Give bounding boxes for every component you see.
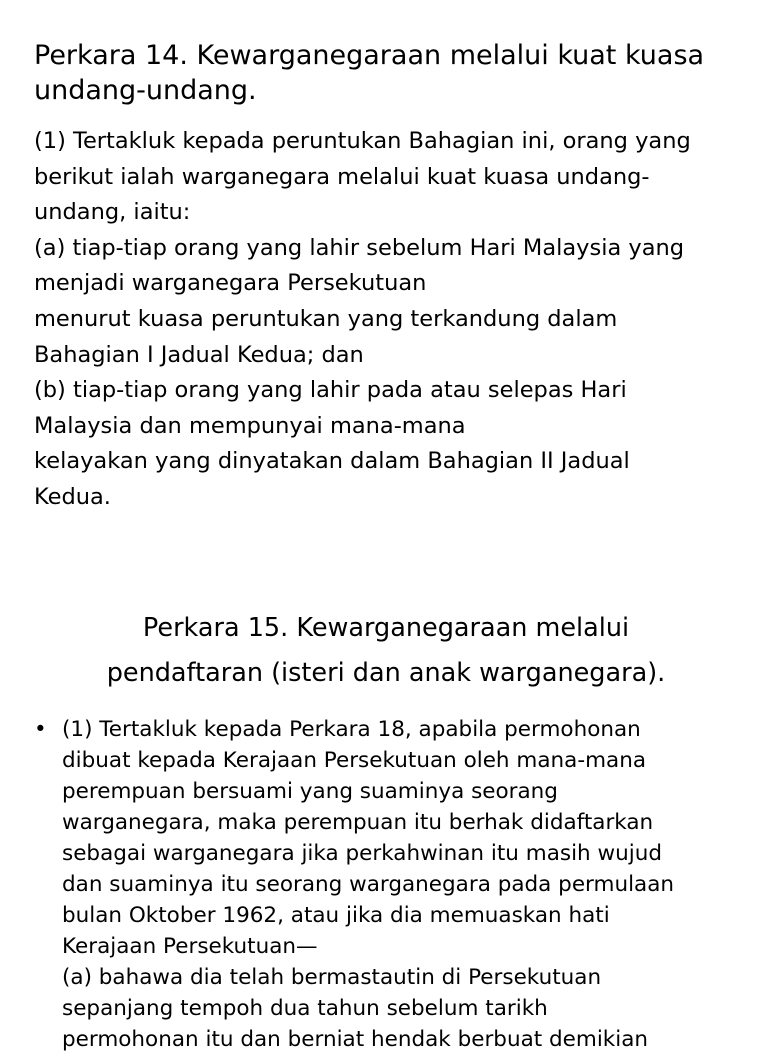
body-line: Malaysia dan mempunyai mana-mana (34, 412, 466, 439)
bullet-line: warganegara, maka perempuan itu berhak didaftarkan (62, 810, 654, 835)
bullet-line: dan suaminya itu seorang warganegara pada permulaan (62, 872, 675, 897)
body-line: (a) tiap-tiap orang yang lahir sebelum Hari Malaysia yang (34, 234, 685, 261)
body-line: (1) Tertakluk kepada peruntukan Bahagian ini, orang yang (34, 128, 691, 154)
body-line: berikut ialah warganegara melalui kuat kuasa undang- (34, 163, 650, 190)
body-line: Kedua. (34, 483, 111, 510)
title-line: pendaftaran (isteri dan anak warganegara). (106, 658, 666, 688)
title-line: undang-undang. (34, 75, 257, 106)
title-line: Perkara 15. Kewarganegaraan melalui (142, 613, 630, 643)
bullet-line: Kerajaan Persekutuan— (62, 934, 318, 959)
bullet-line: (1) Tertakluk kepada Perkara 18, apabila permohonan (62, 717, 641, 742)
slide-body (34, 124, 738, 516)
body-line: menurut kuasa peruntukan yang terkandung dalam (34, 305, 618, 332)
bullet-line: (a) bahawa dia telah bermastautin di Persekutuan (62, 965, 602, 990)
body-line: (b) tiap-tiap orang yang lahir pada atau selepas Hari (34, 377, 627, 404)
body-line: Bahagian I Jadual Kedua; dan (34, 341, 364, 368)
bullet-line: sebagai warganegara jika perkahwinan itu masih wujud (62, 841, 662, 866)
bullet-item (34, 714, 738, 1055)
slide-title (34, 38, 738, 108)
bullet-line: permohonan itu dan berniat hendak berbuat demikian (62, 1027, 649, 1052)
bullet-line: perempuan bersuami yang suaminya seorang (62, 779, 558, 804)
bullet-line: dibuat kepada Kerajaan Persekutuan oleh mana-mana (62, 748, 646, 773)
bullet-line: sepanjang tempoh dua tahun sebelum tarikh (62, 996, 548, 1021)
bullet-line: bulan Oktober 1962, atau jika dia memuaskan hati (62, 903, 610, 928)
slide-perkara-15 (0, 560, 768, 1052)
bullet-icon: • (34, 717, 47, 742)
body-line: menjadi warganegara Persekutuan (34, 270, 427, 297)
body-line: undang, iaitu: (34, 199, 191, 226)
slide-title (34, 606, 738, 696)
title-line: Perkara 14. Kewarganegaraan melalui kuat kuasa (34, 40, 705, 71)
body-line: kelayakan yang dinyatakan dalam Bahagian II Jadual (34, 448, 630, 475)
